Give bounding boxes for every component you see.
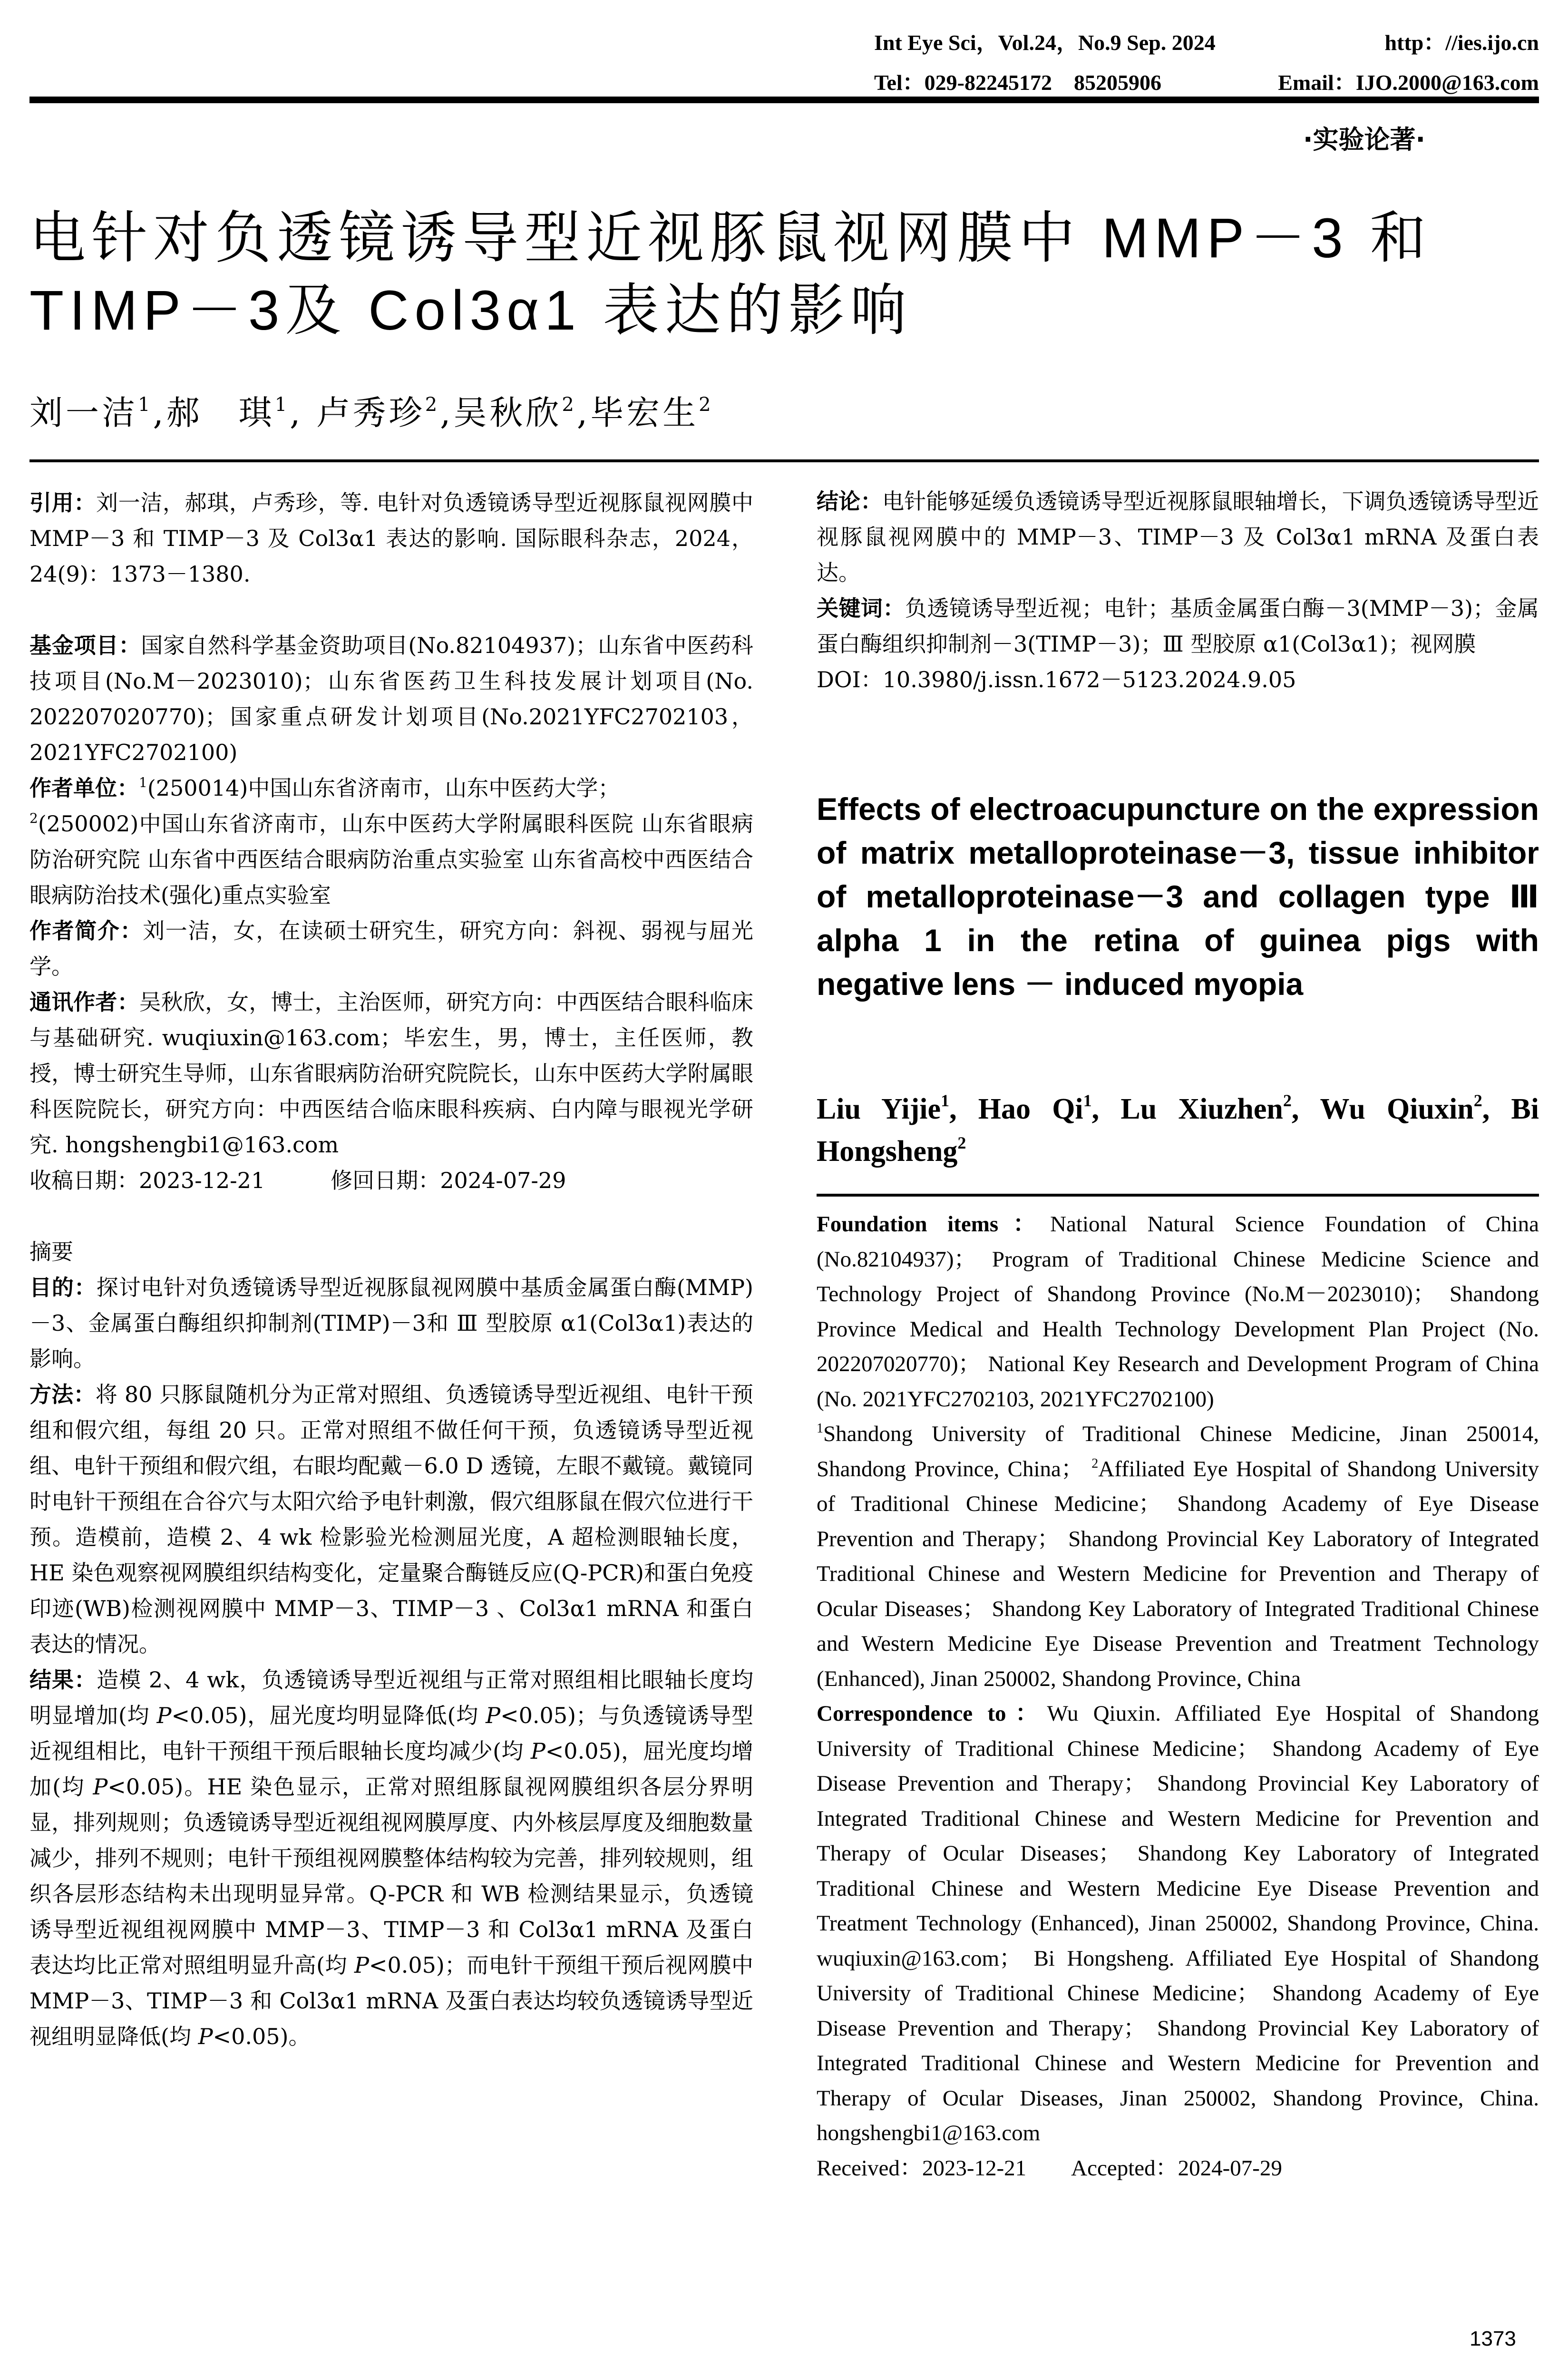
- corresponding-author: [29, 984, 753, 1163]
- author-name: 刘一洁: [29, 393, 138, 432]
- results-text: <0.05)，屈光度均明显降低(均: [171, 1703, 486, 1728]
- running-header-line2: [874, 69, 1539, 96]
- author-name: 吴秋欣: [453, 393, 562, 432]
- affiliation-label: 作者单位：: [29, 775, 139, 801]
- received-date-en: 2023-12-21: [922, 2155, 1027, 2181]
- keywords-label: 关键词：: [817, 595, 905, 621]
- affiliation-2: (250002)中国山东省济南市，山东中医药大学附属眼科医院 山东省眼病防治研究院 山东省中西医结合眼病防治重点实验室 山东省高校中西医结合眼病防治技术(强化)重点实验室: [29, 811, 753, 908]
- foundation-en: [817, 1207, 1539, 1417]
- doi[interactable]: DOI：10.3980/j.issn.1672－5123.2024.9.05: [817, 667, 1296, 692]
- results-text: <0.05)。HE 染色显示，正常对照组豚鼠视网膜组织各层分界明显，排列规则；负透镜诱导型近视组视网膜厚度、内外核层厚度及细胞数量减少，排列不规则；电针干预组视网膜整体结构较为完善，排列较规则，组织各层形态结构未出现明显异常。Q-PCR 和 WB 检测结果显示，负透镜诱导型近视组视网膜中 MMP－3、TIMP－3 和 Col3α1 mRNA 及蛋白表达均比正常对照组明显升高(均: [29, 1774, 753, 1978]
- foundation-text: National Natural Science Foundation of China (No.82104937)； Program of Traditional Chinese Medicine Science and Technology Project of Shandong Province (No.M－2023010)； Shandong Province Medical and Health Technology Development Plan Project (No. 202207020770)； National Key Research and Development Program of China (No. 2021YFC2702103, 2021YFC2702100): [817, 1212, 1539, 1412]
- results-text: <0.05)，屈光度均增加(均: [29, 1738, 753, 1800]
- results-text: <0.05)。: [213, 2024, 311, 2049]
- author: [817, 1093, 949, 1125]
- left-column: [29, 485, 753, 2055]
- revised-label: 修回日期：: [331, 1168, 440, 1193]
- results-text: <0.05)；而电针干预组干预后视网膜中 MMP－3、TIMP－3 和 Col3α1 mRNA 及蛋白表达均较负透镜诱导型近视组明显降低(均: [29, 1952, 753, 2049]
- funding-text: 国家自然科学基金资助项目(No.82104937)；山东省中医药科技项目(No.M－2023010)；山东省医药卫生科技发展计划项目(No. 202207020770)；国家重点研发计划项目(No.2021YFC2702103，2021YFC2702100): [29, 633, 753, 765]
- affiliation-mark: 2: [425, 394, 440, 416]
- p-value-symbol: P: [354, 1952, 369, 1978]
- author: [29, 393, 153, 432]
- affiliation-mark: 2: [29, 810, 38, 826]
- affiliation-mark: 2: [1473, 1091, 1482, 1110]
- author: [978, 1093, 1092, 1125]
- author-bio: [29, 913, 753, 984]
- affiliation-2-en: Affiliated Eye Hospital of Shandong University of Traditional Chinese Medicine； Shandong Academy of Eye Disease Prevention and Therapy； Shandong Provincial Key Laboratory of Integrated Traditional Chinese and Western Medicine for Prevention and Therapy of Ocular Diseases； Shandong Key Laboratory of Integrated Traditional Chinese and Western Medicine Eye Disease Prevention and Treatment Technology (Enhanced), Jinan 250002, Shandong Province, China: [817, 1456, 1539, 1691]
- affiliation-mark: 1: [138, 394, 153, 416]
- funding: [29, 628, 753, 770]
- running-header-line1: [874, 29, 1539, 56]
- article-title-en: Effects of electroacupuncture on the expression of matrix metalloproteinase－3, tissue inhibitor of metalloproteinase－3 and collagen type Ⅲ alpha 1 in the retina of guinea pigs with negative lens － induced myopia: [817, 791, 1539, 1002]
- results-text: <0.05)；与负透镜诱导型近视组相比，电针干预组干预后眼轴长度均减少(均: [29, 1703, 753, 1764]
- affiliation-1: (250014)中国山东省济南市，山东中医药大学；: [147, 775, 620, 801]
- citation-label: 引用：: [29, 490, 96, 516]
- conclusion-text: 电针能够延缓负透镜诱导型近视豚鼠眼轴增长，下调负透镜诱导型近视豚鼠视网膜中的 MMP－3、TIMP－3 及 Col3α1 mRNA 及蛋白表达。: [817, 488, 1539, 585]
- page-number: 1373: [1470, 2327, 1516, 2350]
- accepted-label-en: Accepted：: [1071, 2155, 1178, 2181]
- affiliations-en: [817, 1417, 1539, 1696]
- bio-label: 作者简介：: [29, 918, 143, 944]
- affiliation-mark: 1: [274, 394, 290, 416]
- author-name: Lu Xiuzhen: [1120, 1093, 1283, 1125]
- author-name: 毕宏生: [590, 393, 699, 432]
- keywords: [817, 591, 1539, 662]
- right-column: [817, 484, 1539, 698]
- title-line-2: TIMP－3及 Col3α1 表达的影响: [29, 279, 912, 342]
- p-value-symbol: P: [93, 1774, 108, 1800]
- title-line-1: 电针对负透镜诱导型近视豚鼠视网膜中 MMP－3 和: [29, 207, 1432, 270]
- dates-cn: [29, 1163, 753, 1198]
- author-name: Hao Qi: [978, 1093, 1083, 1125]
- journal-tel: Tel：029-82245172 85205906: [874, 70, 1161, 95]
- correspondence-label: Correspondence to：: [817, 1701, 1047, 1726]
- author: [166, 393, 290, 432]
- abstract-heading-text: 摘要: [29, 1239, 73, 1265]
- objective-text: 探讨电针对负透镜诱导型近视豚鼠视网膜中基质金属蛋白酶(MMP)－3、金属蛋白酶组织抑制剂(TIMP)－3和 Ⅲ 型胶原 α1(Col3α1)表达的影响。: [29, 1275, 754, 1372]
- correspondence-text: Wu Qiuxin. Affiliated Eye Hospital of Shandong University of Traditional Chinese Medicine； Shandong Academy of Eye Disease Prevention and Therapy； Shandong Provincial Key Laboratory of Integrated Traditional Chinese and Western Medicine for Prevention and Therapy of Ocular Diseases； Shandong Key Laboratory of Integrated Traditional Chinese and Western Medicine Eye Disease Prevention and Treatment Technology (Enhanced), Jinan 250002, Shandong Province, China. wuqiuxin@163.com； Bi Hongsheng. Affiliated Eye Hospital of Shandong University of Traditional Chinese Medicine； Shandong Academy of Eye Disease Prevention and Therapy； Shandong Provincial Key Laboratory of Integrated Traditional Chinese and Western Medicine for Prevention and Therapy of Ocular Diseases, Jinan 250002, Shandong Province, China. hongshengbi1@163.com: [817, 1701, 1539, 2145]
- author-name: Liu Yijie: [817, 1093, 941, 1125]
- methods-label: 方法：: [29, 1382, 96, 1407]
- affiliation-mark: 2: [699, 394, 714, 416]
- methods: [29, 1377, 753, 1662]
- journal-issue: Int Eye Sci，Vol.24，No.9 Sep. 2024: [874, 30, 1216, 55]
- results: [29, 1662, 753, 2055]
- conclusion: [817, 484, 1539, 591]
- section-tag: ·实验论著·: [1303, 125, 1426, 155]
- foundation-label: Foundation items：: [817, 1212, 1051, 1237]
- article-title-cn: [29, 202, 1542, 347]
- accepted-date-en: 2024-07-29: [1178, 2155, 1282, 2181]
- journal-email[interactable]: Email：IJO.2000@163.com: [1278, 70, 1539, 95]
- authors-cn: 刘一洁$^1$,郝 琪$^1$, 卢秀珍$^2$,吴秋欣$^2$,毕宏生$^2$: [29, 393, 714, 432]
- objective-label: 目的：: [29, 1275, 97, 1300]
- results-label: 结果：: [29, 1667, 97, 1693]
- author: [317, 393, 440, 432]
- p-value-symbol: P: [530, 1738, 545, 1764]
- received-label-en: Received：: [817, 2155, 922, 2181]
- title-rule: [29, 459, 1539, 462]
- affiliation-mark: 2: [562, 394, 577, 416]
- author: [453, 393, 576, 432]
- author: [1120, 1093, 1292, 1125]
- author-name: 郝 琪: [166, 393, 275, 432]
- author-name: Wu Qiuxin: [1320, 1093, 1474, 1125]
- p-value-symbol: P: [156, 1703, 172, 1728]
- correspondence-en: [817, 1696, 1539, 2151]
- objective: [29, 1270, 753, 1377]
- affiliation-mark: 1: [941, 1091, 950, 1110]
- affiliation-mark: 1: [139, 775, 147, 790]
- citation-text: 刘一洁，郝琪，卢秀珍，等. 电针对负透镜诱导型近视豚鼠视网膜中 MMP－3 和 TIMP－3 及 Col3α1 表达的影响. 国际眼科杂志，2024，24(9)：1373－1380.: [29, 490, 754, 587]
- revised-date: 2024-07-29: [440, 1168, 566, 1193]
- affiliation-mark: 1: [1083, 1091, 1092, 1110]
- p-value-symbol: P: [486, 1703, 501, 1728]
- corr-text: 吴秋欣，女，博士，主治医师，研究方向：中西医结合眼科临床与基础研究. wuqiuxin@163.com；毕宏生，男，博士，主任医师，教授，博士研究生导师，山东省眼病防治研究院院长，山东中医药大学附属眼科医院院长，研究方向：中西医结合临床眼科疾病、白内障与眼视光学研究. hongshengbi1@163.com: [29, 989, 753, 1158]
- funding-label: 基金项目：: [29, 633, 141, 658]
- results-text: 造模 2、4 wk，负透镜诱导型近视组与正常对照组相比眼轴长度均明显增加(均: [29, 1667, 753, 1728]
- affiliation-mark: 2: [1091, 1456, 1099, 1471]
- bio-text: 刘一洁，女，在读硕士研究生，研究方向：斜视、弱视与屈光学。: [29, 918, 754, 979]
- affiliation-mark: 1: [817, 1421, 823, 1436]
- received-date: 2023-12-21: [139, 1168, 265, 1193]
- citation: [29, 485, 753, 592]
- abstract-heading: [29, 1234, 753, 1270]
- keywords-text: 负透镜诱导型近视；电针；基质金属蛋白酶－3(MMP－3)；金属蛋白酶组织抑制剂－3(TIMP－3)；Ⅲ 型胶原 α1(Col3α1)；视网膜: [817, 595, 1539, 657]
- journal-url[interactable]: http：//ies.ijo.cn: [1384, 30, 1539, 55]
- english-authors-rule: [817, 1194, 1539, 1197]
- affiliation-1-en: Shandong University of Traditional Chinese Medicine, Jinan 250014, Shandong Province, China；: [817, 1422, 1539, 1481]
- corr-label: 通讯作者：: [29, 989, 139, 1015]
- author-name: Bi Hongsheng: [817, 1093, 1539, 1168]
- affiliation: [29, 770, 753, 913]
- author-name: 卢秀珍: [316, 393, 425, 432]
- received-label: 收稿日期：: [29, 1168, 139, 1193]
- conclusion-label: 结论：: [817, 488, 883, 514]
- p-value-symbol: P: [198, 2024, 213, 2049]
- english-metadata: [817, 1207, 1539, 2186]
- authors-en: Liu Yijie$^1$, Hao Qi$^1$, Lu Xiuzhen$^2$, Wu Qiuxin$^2$, Bi Hongsheng$^2$: [817, 1091, 1539, 1168]
- author: [1320, 1093, 1482, 1125]
- methods-text: 将 80 只豚鼠随机分为正常对照组、负透镜诱导型近视组、电针干预组和假穴组，每组 20 只。正常对照组不做任何干预，负透镜诱导型近视组、电针干预组和假穴组，右眼均配戴－6.0 D 透镜，左眼不戴镜。戴镜同时电针干预组在合谷穴与太阳穴给予电针刺激，假穴组豚鼠在假穴位进行干预。造模前，造模 2、4 wk 检影验光检测屈光度，A 超检测眼轴长度，HE 染色观察视网膜组织结构变化，定量聚合酶链反应(Q-PCR)和蛋白免疫印迹(WB)检测视网膜中 MMP－3、TIMP－3 、Col3α1 mRNA 和蛋白表达的情况。: [29, 1382, 754, 1657]
- header-rule: [29, 97, 1539, 103]
- affiliation-mark: 2: [1283, 1091, 1292, 1110]
- author: [590, 393, 713, 432]
- dates-en: [817, 2151, 1539, 2186]
- affiliation-mark: 2: [957, 1133, 966, 1152]
